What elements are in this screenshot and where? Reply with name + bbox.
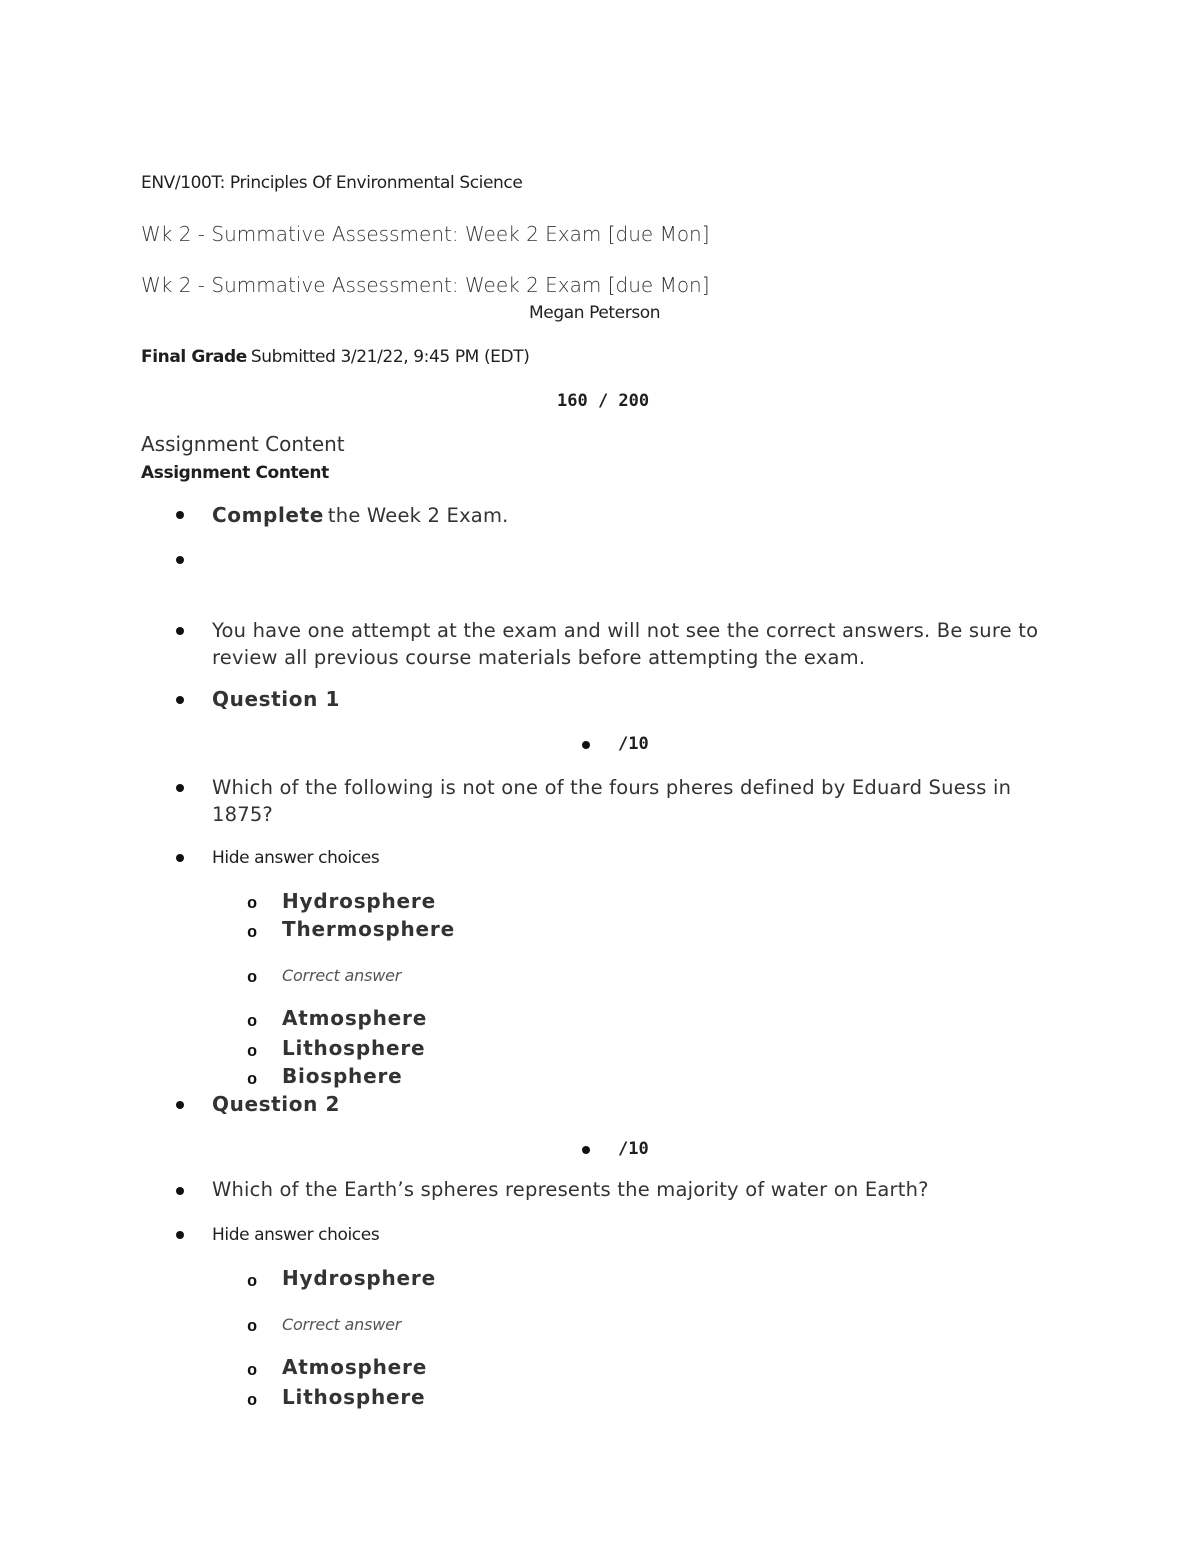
circle-bullet-icon: o (247, 969, 258, 988)
bullet-icon (176, 511, 184, 519)
q2-option-lithosphere: Lithosphere (282, 1385, 426, 1409)
circle-bullet-icon: o (247, 1362, 258, 1381)
bullet-icon (176, 556, 184, 564)
bullet-icon (176, 696, 184, 704)
bullet-icon (176, 784, 184, 792)
assignment-content-heading: Assignment Content (141, 432, 345, 456)
grade-score: 160 / 200 (557, 391, 650, 411)
circle-bullet-icon: o (247, 1318, 258, 1337)
q1-option-thermosphere: Thermosphere (282, 917, 455, 941)
final-grade-line (141, 347, 529, 367)
course-title: ENV/100T: Principles Of Environmental Science (141, 173, 523, 193)
bullet-icon (176, 854, 184, 862)
q1-option-lithosphere: Lithosphere (282, 1036, 426, 1060)
bullet-icon (176, 627, 184, 635)
submitted-timestamp: Submitted 3/21/22, 9:45 PM (EDT) (250, 347, 530, 367)
bullet-icon (176, 1101, 184, 1109)
circle-bullet-icon: o (247, 924, 258, 943)
q1-option-biosphere: Biosphere (282, 1064, 403, 1088)
instruction-rest: the Week 2 Exam. (327, 504, 509, 527)
question-2-prompt: Which of the Earth’s spheres represents the majority of water on Earth? (212, 1178, 929, 1201)
bullet-icon (176, 1187, 184, 1195)
final-grade-label: Final Grade (141, 347, 247, 367)
q2-correct-answer-label: Correct answer (282, 1315, 402, 1334)
assignment-content-subheading: Assignment Content (141, 463, 329, 483)
circle-bullet-icon: o (247, 1392, 258, 1411)
q1-option-hydrosphere: Hydrosphere (282, 889, 436, 913)
q1-correct-answer-label: Correct answer (282, 966, 402, 985)
question-2-points: /10 (618, 1139, 649, 1159)
assessment-title-repeat: Wk 2 - Summative Assessment: Week 2 Exam [due Mon] (141, 273, 710, 297)
question-1-prompt: Which of the following is not one of the fours pheres defined by Eduard Suess in 1875? (212, 776, 1012, 826)
bullet-icon (582, 741, 590, 749)
q2-option-atmosphere: Atmosphere (282, 1355, 428, 1379)
question-1-points: /10 (618, 734, 649, 754)
instruction-line (212, 503, 509, 527)
circle-bullet-icon: o (247, 895, 258, 914)
assessment-title: Wk 2 - Summative Assessment: Week 2 Exam [due Mon] (141, 222, 710, 246)
attempt-note: You have one attempt at the exam and will not see the correct answers. Be sure to review all previous course materials before attempting the exam. (212, 619, 1039, 669)
circle-bullet-icon: o (247, 1273, 258, 1292)
circle-bullet-icon: o (247, 1071, 258, 1090)
q2-option-hydrosphere: Hydrosphere (282, 1266, 436, 1290)
question-2-label: Question 2 (212, 1092, 340, 1116)
question-1-hide-choices[interactable]: Hide answer choices (212, 848, 380, 868)
circle-bullet-icon: o (247, 1013, 258, 1032)
circle-bullet-icon: o (247, 1043, 258, 1062)
student-name: Megan Peterson (529, 303, 661, 323)
question-2-hide-choices[interactable]: Hide answer choices (212, 1225, 380, 1245)
question-1-label: Question 1 (212, 687, 340, 711)
q1-option-atmosphere: Atmosphere (282, 1006, 428, 1030)
bullet-icon (176, 1231, 184, 1239)
instruction-bold: Complete (212, 503, 324, 527)
bullet-icon (582, 1146, 590, 1154)
